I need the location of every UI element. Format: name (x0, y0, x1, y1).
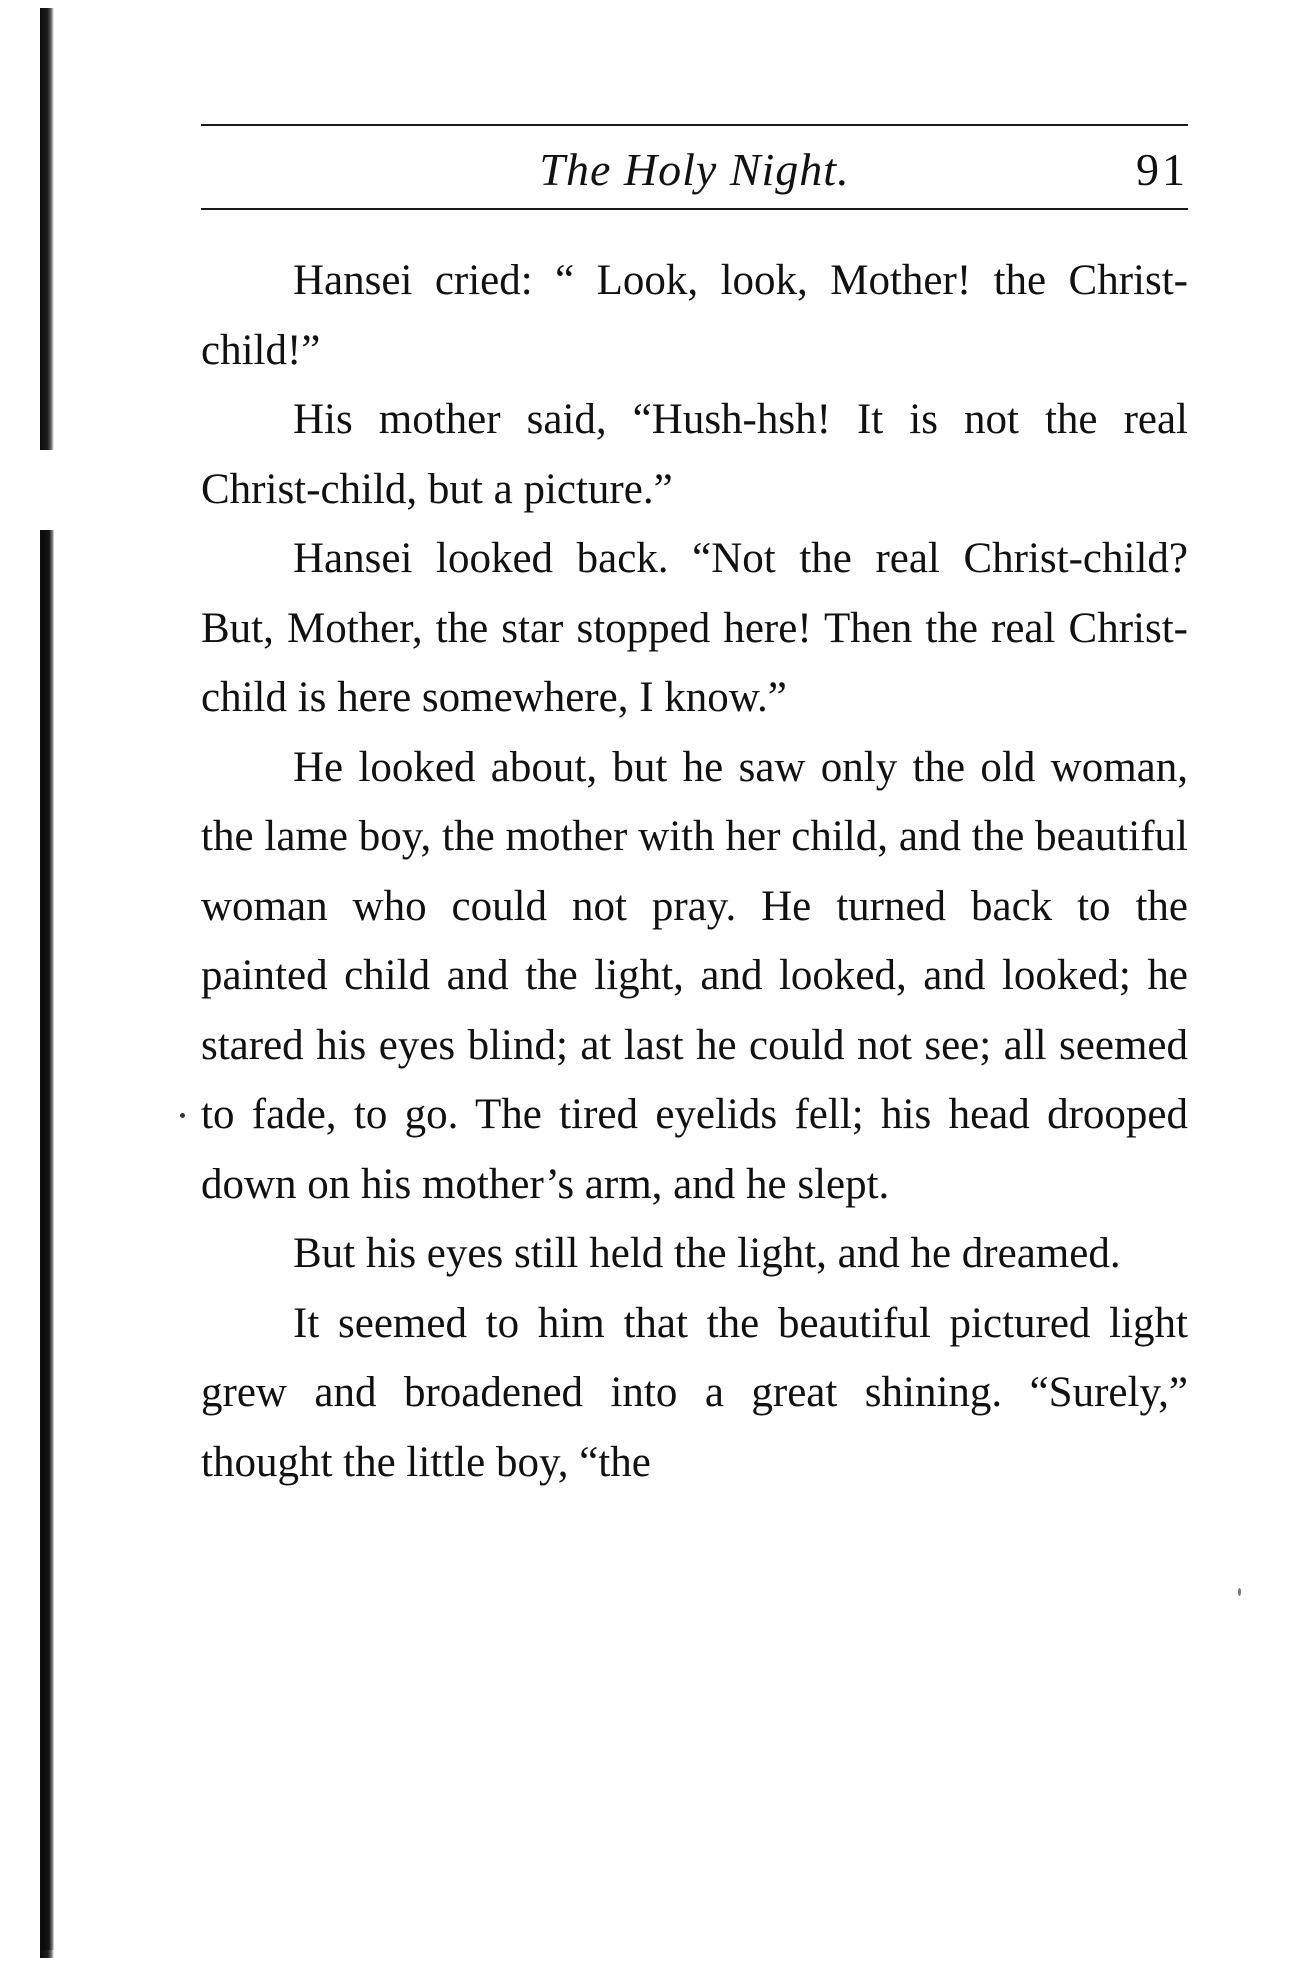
paragraph: But his eyes still held the light, and he dreamed. (293, 1230, 1121, 1277)
paper-speck (1238, 1588, 1241, 1596)
paragraph: His mother said, “Hush-hsh! It is not the real Christ-child, but a picture.” (201, 396, 1188, 513)
binding-gap (36, 450, 60, 530)
paper-speck (180, 1113, 185, 1118)
paragraph: He looked about, but he saw only the old woman, the lame boy, the mother with her child, and the beautiful woman who could not pray. He turned back to the painted child and the light, and looked, and looked; he stared his eyes blind; at last he could not see; all seemed to fade, to go. The tired eyelids fell; his head drooped down on his mother’s arm, and he slept. (201, 743, 1188, 1208)
page-number: 91 (1136, 144, 1188, 195)
header-rule-top (201, 124, 1188, 126)
header-rule-bottom (201, 208, 1188, 210)
running-header (201, 124, 1188, 212)
running-title: The Holy Night. (539, 144, 850, 195)
body-text (201, 246, 1188, 1497)
paragraph: Hansei cried: “ Look, look, Mother! the Christ-child!” (201, 257, 1188, 374)
paragraph: It seemed to him that the beautiful pictured light grew and broadened into a great shining. “Surely,” thought the little boy, “the (201, 1299, 1188, 1486)
binding-shadow-lower (42, 530, 54, 1950)
paragraph: Hansei looked back. “Not the real Christ-child? But, Mother, the star stopped here! Then the real Christ-child is here somewhere, I know.” (201, 535, 1188, 721)
